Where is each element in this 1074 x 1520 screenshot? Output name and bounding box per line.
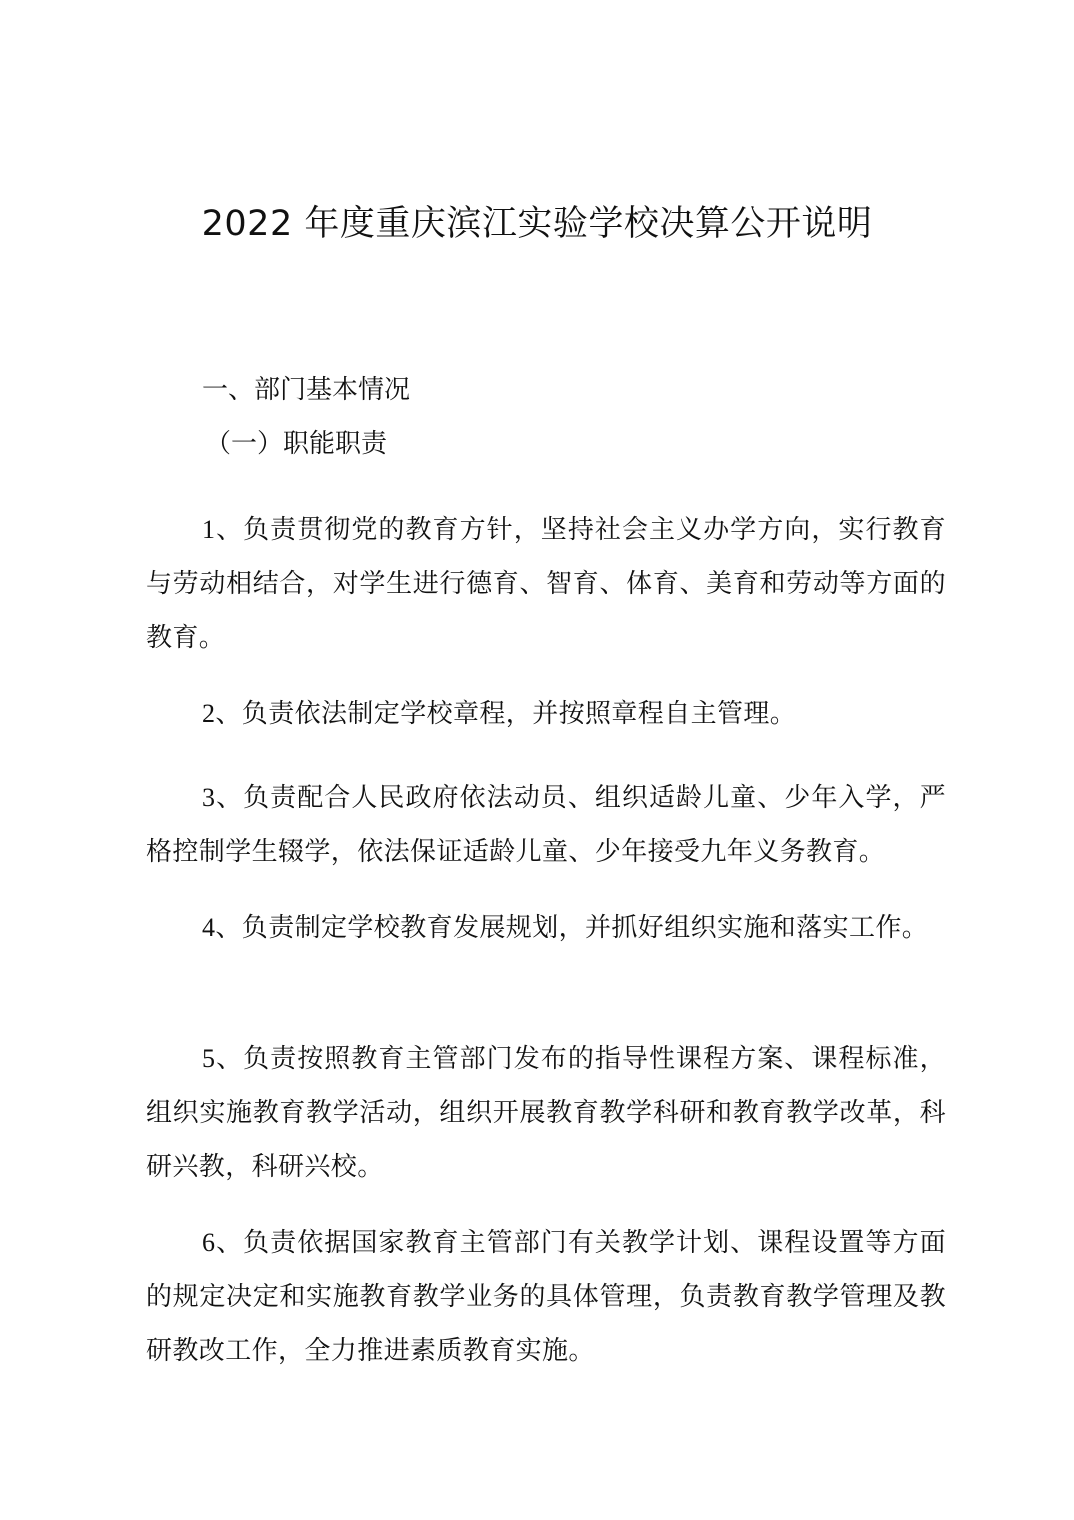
item-text: 、负责依法制定学校章程，并按照章程自主管理。 bbox=[215, 699, 797, 729]
document-title: 2022 年度重庆滨江实验学校决算公开说明 bbox=[201, 204, 873, 244]
item-number: 5 bbox=[202, 1044, 216, 1073]
duty-item-4 bbox=[146, 901, 946, 955]
duty-item-5 bbox=[146, 1032, 946, 1194]
item-text: 、负责配合人民政府依法动员、组织适龄儿童、少年入学，严格控制学生辍学，依法保证适龄儿童、少年接受九年义务教育。 bbox=[146, 783, 946, 867]
duty-item-1 bbox=[146, 503, 946, 665]
item-text: 、负责按照教育主管部门发布的指导性课程方案、课程标准，组织实施教育教学活动，组织开展教育教学科研和教育教学改革，科研兴教，科研兴校。 bbox=[146, 1044, 946, 1182]
item-number: 4 bbox=[202, 913, 216, 942]
item-number: 1 bbox=[202, 515, 216, 544]
item-number: 3 bbox=[202, 783, 216, 812]
duty-item-6 bbox=[146, 1216, 946, 1378]
subsection-heading: （一）职能职责 bbox=[205, 429, 388, 459]
item-number: 6 bbox=[202, 1228, 216, 1257]
item-text: 、负责贯彻党的教育方针，坚持社会主义办学方向，实行教育与劳动相结合，对学生进行德育、智育、体育、美育和劳动等方面的教育。 bbox=[146, 515, 946, 653]
item-number: 2 bbox=[202, 699, 216, 728]
item-text: 、负责依据国家教育主管部门有关教学计划、课程设置等方面的规定决定和实施教育教学业务的具体管理，负责教育教学管理及教研教改工作，全力推进素质教育实施。 bbox=[146, 1228, 946, 1366]
section-heading: 一、部门基本情况 bbox=[202, 375, 411, 405]
duty-item-2 bbox=[146, 687, 946, 741]
item-text: 、负责制定学校教育发展规划，并抓好组织实施和落实工作。 bbox=[215, 913, 929, 943]
duty-item-3 bbox=[146, 771, 946, 879]
